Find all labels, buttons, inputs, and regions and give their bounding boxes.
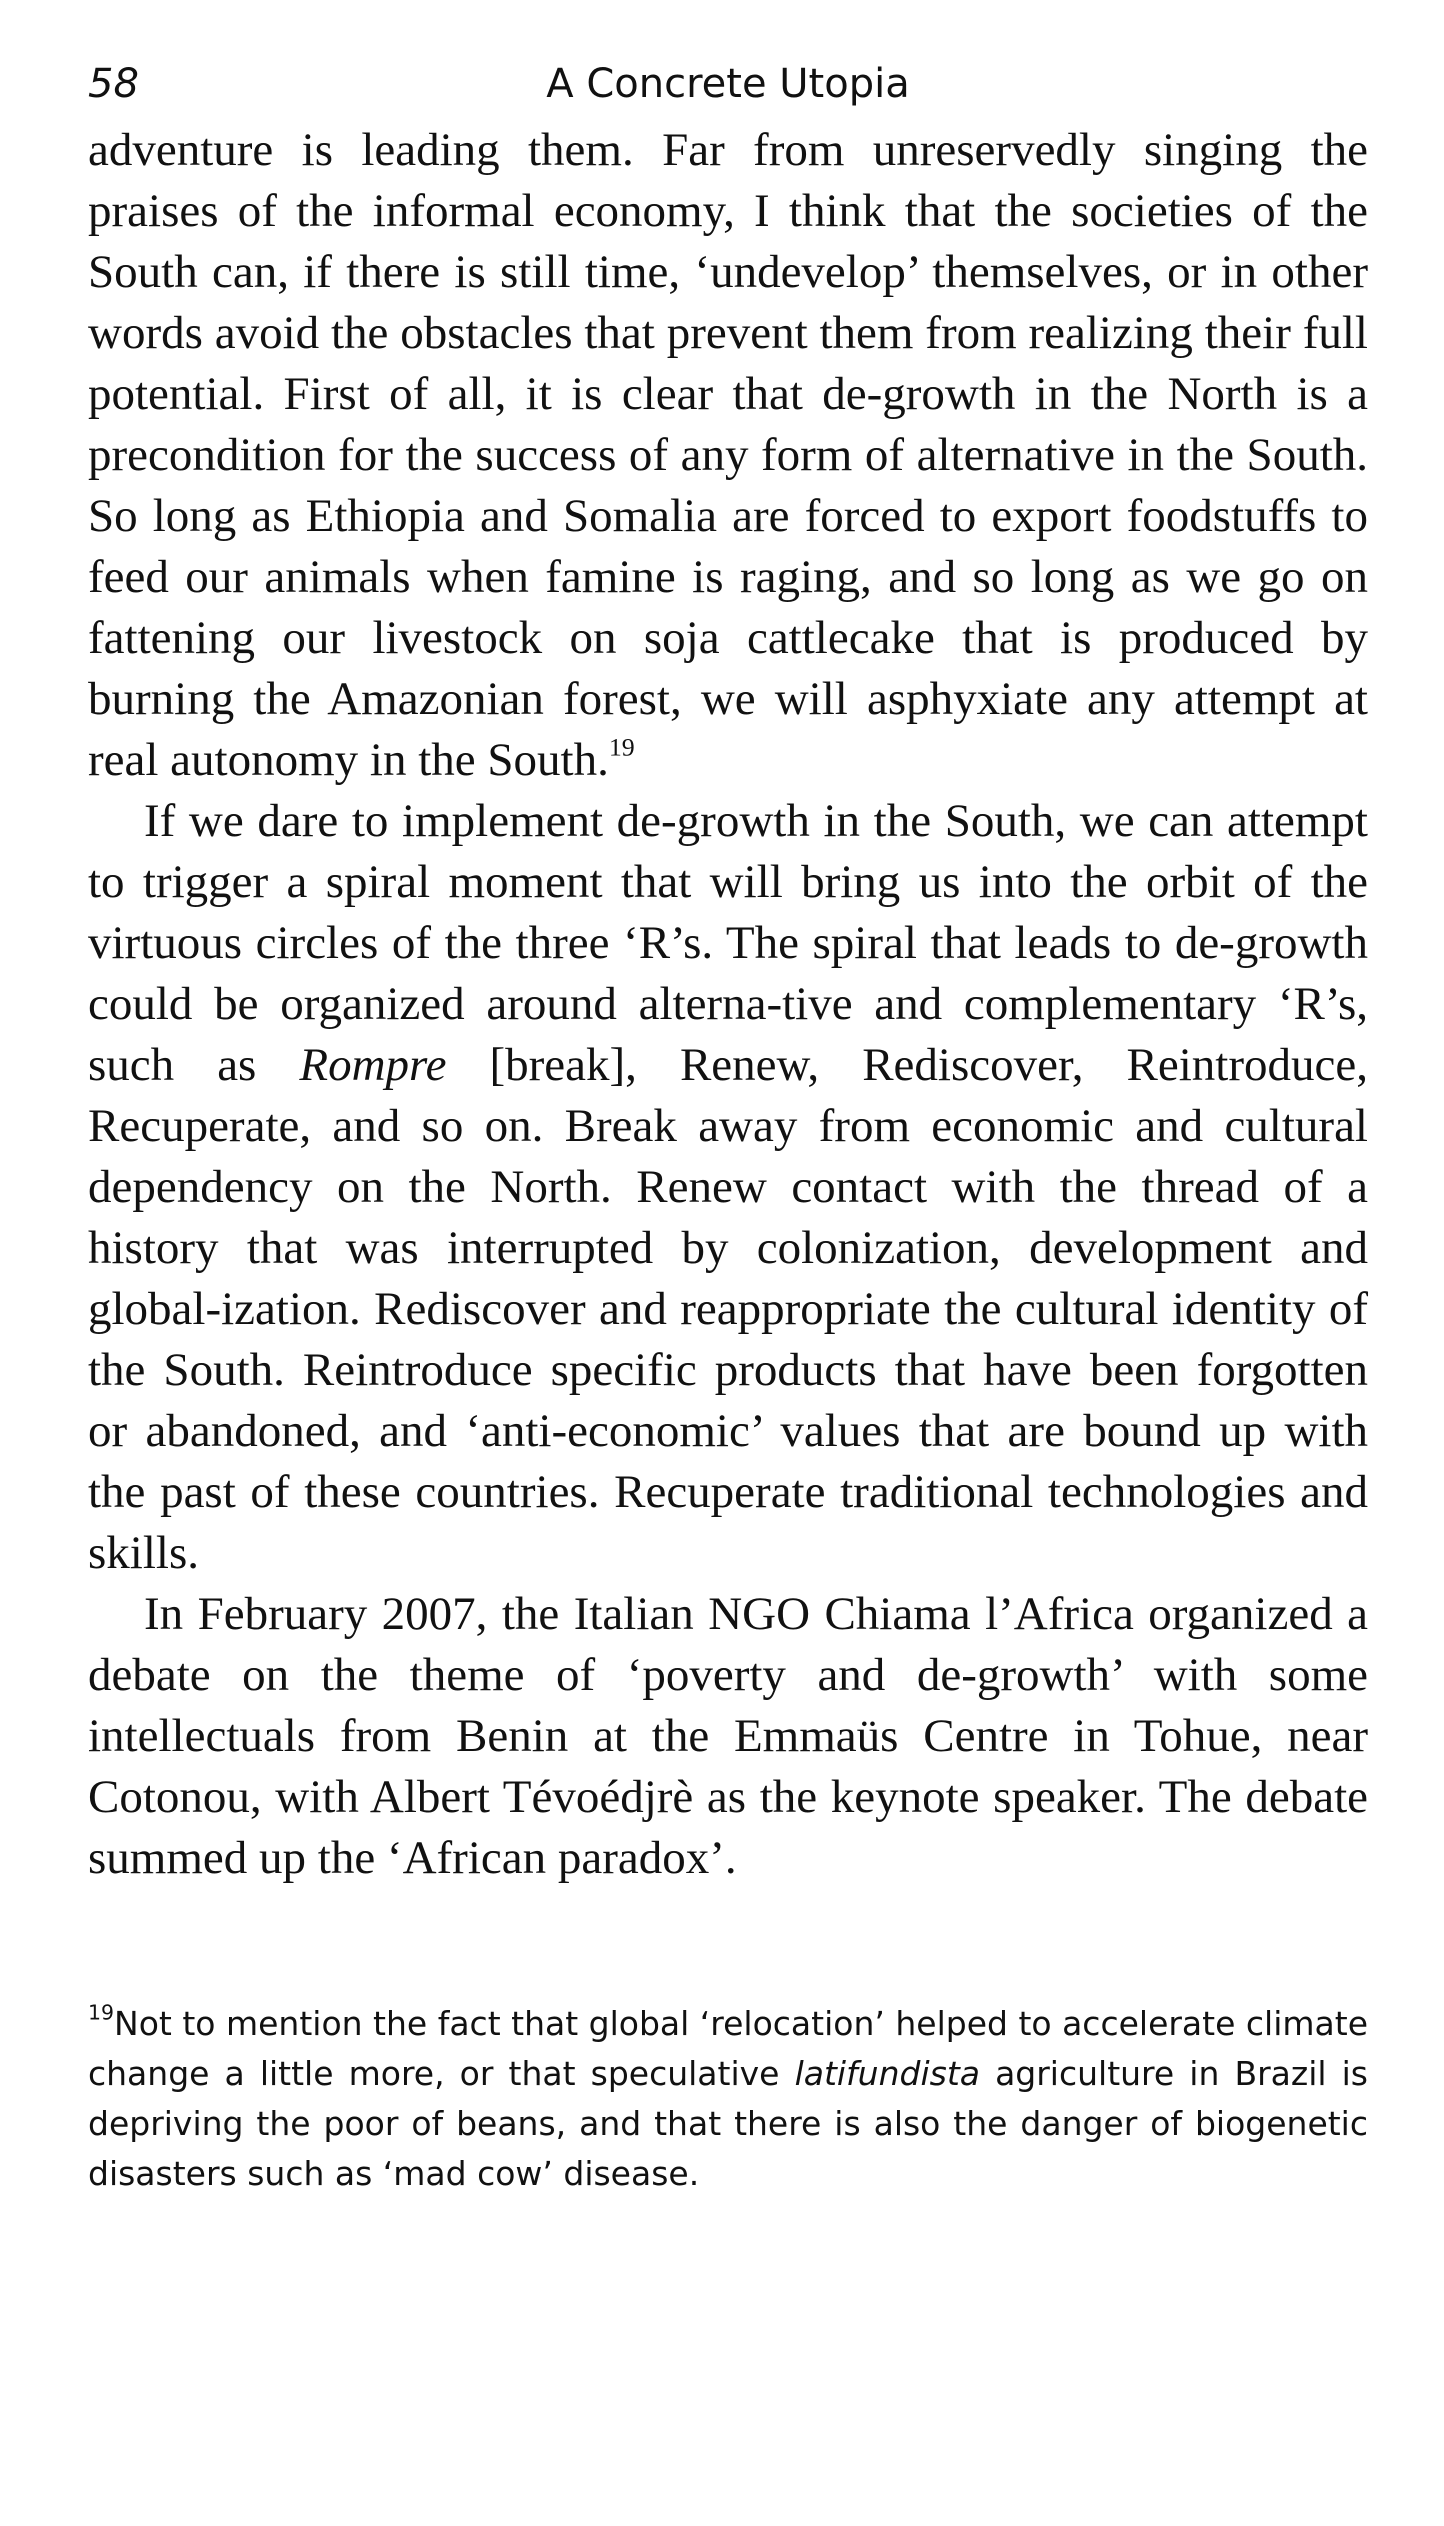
- paragraph-1-text: adventure is leading them. Far from unreservedly singing the praises of the informal economy, I think that the societies of the South can, if there is still time, ‘undevelop’ themselves, or in other words avoid the obstacles that prevent them from realizing their full potential. First of all, it is clear that de-growth in the North is a precondition for the success of any form of alternative in the South. So long as Ethiopia and Somalia are forced to export foodstuffs to feed our animals when famine is raging, and so long as we go on fattening our livestock on soja cattlecake that is produced by burning the Amazonian forest, we will asphyxiate any attempt at real autonomy in the South.: [88, 124, 1368, 786]
- italic-term-latifundista: latifundista: [794, 2054, 980, 2093]
- paragraph-2-text-end: [break], Renew, Rediscover, Reintroduce, Recuperate, and so on. Break away from economic and cultural dependency on the North. Renew contact with the thread of a history that was interrupted by colonization, development and global-ization. Rediscover and reappropriate the cultural identity of the South. Reintroduce specific products that have been forgotten or abandoned, and ‘anti-economic’ values that are bound up with the past of these countries. Recuperate traditional technologies and skills.: [88, 1039, 1368, 1579]
- paragraph-3-text: In February 2007, the Italian NGO Chiama l’Africa organized a debate on the theme of ‘poverty and de-growth’ with some intellectuals from Benin at the Emmaüs Centre in Tohue, near Cotonou, with Albert Tévoédjrè as the keynote speaker. The debate summed up the ‘African paradox’.: [88, 1588, 1368, 1884]
- footnote-reference-19: 19: [608, 732, 635, 762]
- running-head: [88, 48, 1368, 120]
- body-text: [88, 120, 1368, 1889]
- italic-term-rompre: Rompre: [299, 1039, 447, 1091]
- paragraph-3: [88, 1584, 1368, 1889]
- footnote-number: 19: [88, 2000, 115, 2025]
- book-page: [88, 48, 1368, 2199]
- paragraph-2: [88, 791, 1368, 1584]
- paragraph-2-text-start: If we dare to implement de-growth in the South, we can attempt to trigger a spiral moment that will bring us into the orbit of the virtuous circles of the three ‘R’s. The spiral that leads to de-growth could be organized around alterna-tive and complementary ‘R’s, such as: [88, 795, 1368, 1091]
- page-number: 58: [88, 61, 139, 107]
- footnote-text-start: Not to mention the fact that global ‘relocation’ helped to accelerate climate change a little more, or that speculative: [88, 2004, 1368, 2093]
- running-title: A Concrete Utopia: [546, 61, 910, 107]
- footnote-text-end: agriculture in Brazil is depriving the poor of beans, and that there is also the danger of biogenetic disasters such as ‘mad cow’ disease.: [88, 2054, 1369, 2193]
- footnote-19: [88, 1999, 1368, 2199]
- paragraph-1: [88, 120, 1368, 791]
- footnotes: [88, 1999, 1368, 2199]
